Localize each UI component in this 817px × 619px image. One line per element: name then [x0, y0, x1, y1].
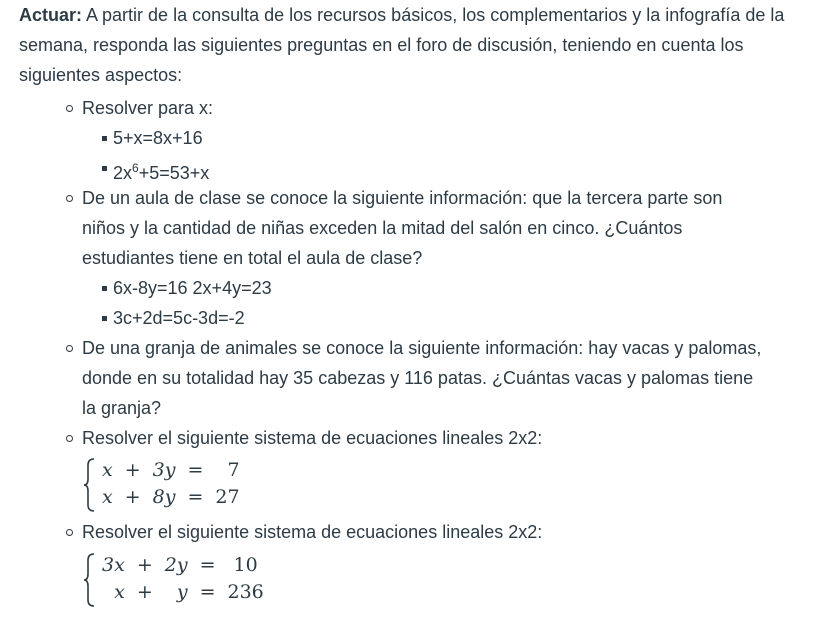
- list-item: [82, 423, 762, 453]
- math-token: 7: [227, 459, 240, 481]
- equation: 3c+2d=5c-3d=-2: [113, 308, 245, 328]
- item-text: De un aula de clase se conoce la siguiente información: que la tercera parte son niños y la cantidad de niñas exceden la mitad del salón en cinco. ¿Cuántos estudiantes tiene en total el aula de clase?: [82, 188, 723, 268]
- math-token: 10: [233, 554, 258, 576]
- math-token: =: [199, 581, 216, 603]
- math-token: [147, 484, 182, 511]
- circle-bullet-icon: [66, 195, 73, 202]
- list-item: [82, 517, 762, 547]
- equation: 5+x=8x+16: [113, 128, 203, 148]
- math-token: [96, 579, 131, 606]
- math-token: =: [187, 459, 204, 481]
- equation-rest: +5=53+x: [138, 163, 210, 183]
- list-item: [82, 333, 762, 423]
- math-token: +: [136, 554, 153, 576]
- math-token: [96, 484, 119, 511]
- list-item: [82, 93, 762, 123]
- circle-bullet-icon: [66, 345, 73, 352]
- math-token: +: [124, 459, 141, 481]
- math-token: 236: [227, 581, 264, 603]
- sub-list-item: [113, 273, 272, 303]
- sub-list-item: [113, 123, 203, 153]
- system-row: [96, 552, 270, 579]
- math-token: =: [199, 554, 216, 576]
- math-token: 2y: [164, 554, 188, 576]
- math-token: [96, 552, 131, 579]
- system-row: [96, 579, 270, 606]
- square-bullet-icon: [102, 136, 107, 141]
- math-token: [147, 457, 182, 484]
- math-token: +: [124, 486, 141, 508]
- left-brace-icon: [82, 457, 96, 513]
- math-token: [159, 579, 194, 606]
- math-token: x: [102, 486, 113, 508]
- math-token: +: [136, 581, 153, 603]
- math-token: 27: [215, 486, 240, 508]
- circle-bullet-icon: [66, 529, 73, 536]
- item-text: De una granja de animales se conoce la siguiente información: hay vacas y palomas, donde en su totalidad hay 35 cabezas y 116 patas. ¿Cuántas vacas y palomas tiene la granja?: [82, 338, 762, 418]
- intro-paragraph: [19, 0, 799, 90]
- math-token: x: [114, 581, 125, 603]
- square-bullet-icon: [102, 316, 107, 321]
- math-token: x: [102, 459, 113, 481]
- math-token: 3x: [102, 554, 125, 576]
- math-token: 3y: [152, 459, 176, 481]
- square-bullet-icon: [102, 286, 107, 291]
- math-token: 8y: [152, 486, 176, 508]
- item-text: Resolver para x:: [82, 98, 214, 118]
- math-token: y: [176, 581, 188, 603]
- equation: 6x-8y=16 2x+4y=23: [113, 278, 272, 298]
- intro-text: A partir de la consulta de los recursos básicos, los complementarios y la infografía de la semana, responda las siguientes preguntas en el foro de discusión, teniendo en cuenta los siguientes aspectos:: [19, 5, 785, 85]
- system-row: [96, 457, 246, 484]
- sub-list-item: [113, 303, 245, 333]
- left-brace-icon: [82, 552, 96, 608]
- math-token: [96, 457, 119, 484]
- square-bullet-icon: [102, 166, 107, 171]
- math-token: =: [187, 486, 204, 508]
- item-text: Resolver el siguiente sistema de ecuaciones lineales 2x2:: [82, 428, 543, 448]
- equation-exponent: 6: [132, 161, 139, 175]
- math-token: [159, 552, 194, 579]
- intro-label: Actuar:: [19, 5, 83, 25]
- equation-base: 2x: [113, 163, 133, 183]
- circle-bullet-icon: [66, 105, 73, 112]
- item-text: Resolver el siguiente sistema de ecuaciones lineales 2x2:: [82, 522, 543, 542]
- circle-bullet-icon: [66, 435, 73, 442]
- list-item: [82, 183, 762, 273]
- system-row: [96, 484, 246, 511]
